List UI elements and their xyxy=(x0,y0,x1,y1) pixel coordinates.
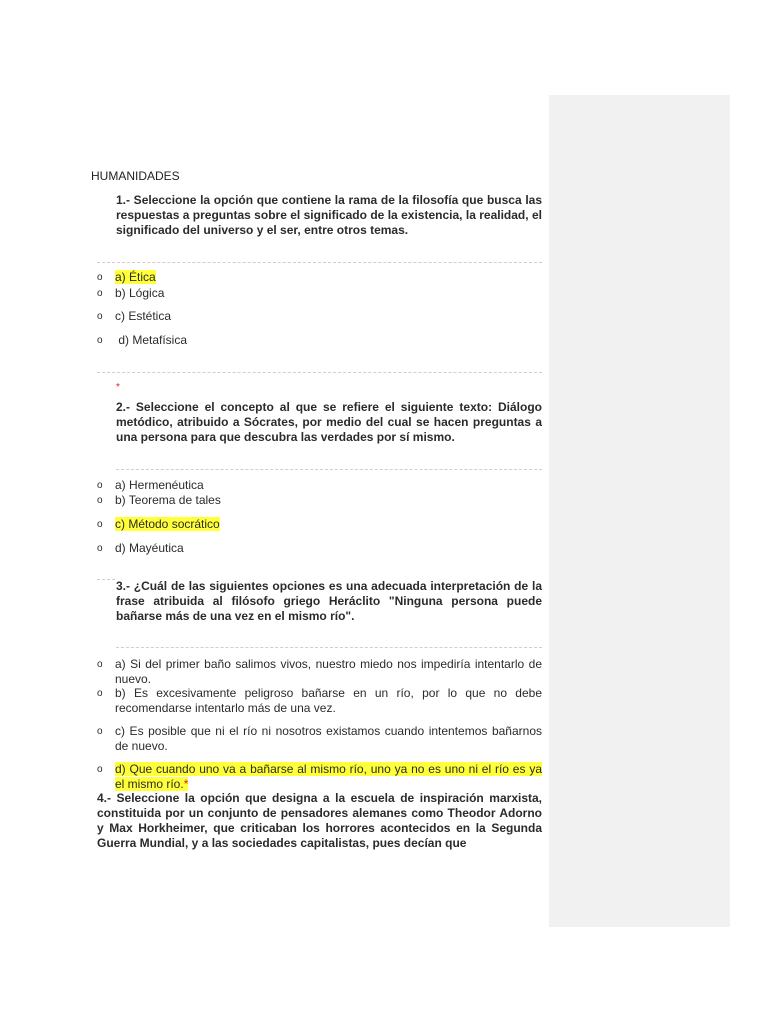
comment-marker: * xyxy=(116,382,120,393)
divider xyxy=(97,372,542,373)
bullet-icon: o xyxy=(97,335,103,346)
option-label: c) Estética xyxy=(115,309,172,323)
option-label: a) Hermenéutica xyxy=(115,478,204,492)
question-2-option-b[interactable] xyxy=(97,493,542,508)
question-3-option-c[interactable] xyxy=(97,724,542,754)
question-3-option-d[interactable] xyxy=(97,762,542,792)
bullet-icon: o xyxy=(97,659,103,670)
question-2-option-d[interactable] xyxy=(97,541,542,556)
option-label: b) Lógica xyxy=(115,286,165,300)
divider xyxy=(97,579,115,580)
bullet-icon: o xyxy=(97,726,103,737)
option-label: d) Metafísica xyxy=(115,333,188,347)
option-label: b) Teorema de tales xyxy=(115,493,221,507)
question-1-option-b[interactable] xyxy=(97,286,542,301)
question-3-prompt: 3.- ¿Cuál de las siguientes opciones es una adecuada interpretación de la frase atribuida al filósofo griego Heráclito "Ninguna persona puede bañarse más de una vez en el mismo río". xyxy=(116,579,542,623)
option-label: a) Ética xyxy=(115,270,156,284)
question-3-option-b[interactable] xyxy=(97,686,542,716)
comment-marker: * xyxy=(183,777,189,791)
option-label: b) Es excesivamente peligroso bañarse en un río, por lo que no debe recomendarse intentarlo más de una vez. xyxy=(115,686,542,715)
bullet-icon: o xyxy=(97,519,103,530)
question-3-option-a[interactable] xyxy=(97,657,542,687)
divider xyxy=(116,647,542,648)
bullet-icon: o xyxy=(97,480,103,491)
question-2-option-c[interactable] xyxy=(97,517,542,532)
divider xyxy=(97,262,542,263)
bullet-icon: o xyxy=(97,688,103,699)
option-label: a) Si del primer baño salimos vivos, nuestro miedo nos impediría intentarlo de nuevo. xyxy=(115,657,542,686)
section-title: HUMANIDADES xyxy=(91,169,180,183)
bullet-icon: o xyxy=(97,288,103,299)
question-1-option-c[interactable] xyxy=(97,309,542,324)
question-2-option-a[interactable] xyxy=(97,478,542,493)
bullet-icon: o xyxy=(97,311,103,322)
bullet-icon: o xyxy=(97,495,103,506)
bullet-icon: o xyxy=(97,543,103,554)
option-label: d) Mayéutica xyxy=(115,541,184,555)
divider xyxy=(116,469,542,470)
option-label: c) Método socrático xyxy=(115,517,220,531)
question-2-prompt: 2.- Seleccione el concepto al que se refiere el siguiente texto: Diálogo metódico, atribuido a Sócrates, por medio del cual se hacen preguntas a una persona para que descubra las verdades por sí mismo. xyxy=(116,400,542,444)
question-1-option-a[interactable] xyxy=(97,270,542,285)
option-label: d) Que cuando uno va a bañarse al mismo río, uno ya no es uno ni el río es ya el mismo río. xyxy=(115,762,542,791)
question-4-prompt: 4.- Seleccione la opción que designa a la escuela de inspiración marxista, constituida por un conjunto de pensadores alemanes como Theodor Adorno y Max Horkheimer, que criticaban los horrores acontecidos en la Segunda Guerra Mundial, y a las sociedades capitalistas, pues decían que xyxy=(97,791,542,850)
bullet-icon: o xyxy=(97,272,103,283)
comment-margin-pane xyxy=(549,95,730,927)
bullet-icon: o xyxy=(97,764,103,775)
question-1-prompt: 1.- Seleccione la opción que contiene la rama de la filosofía que busca las respuestas a preguntas sobre el significado de la existencia, la realidad, el significado del universo y el ser, entre otros temas. xyxy=(116,193,542,237)
question-1-option-d[interactable] xyxy=(97,333,542,348)
option-label: c) Es posible que ni el río ni nosotros existamos cuando intentemos bañarnos de nuevo. xyxy=(115,724,542,753)
